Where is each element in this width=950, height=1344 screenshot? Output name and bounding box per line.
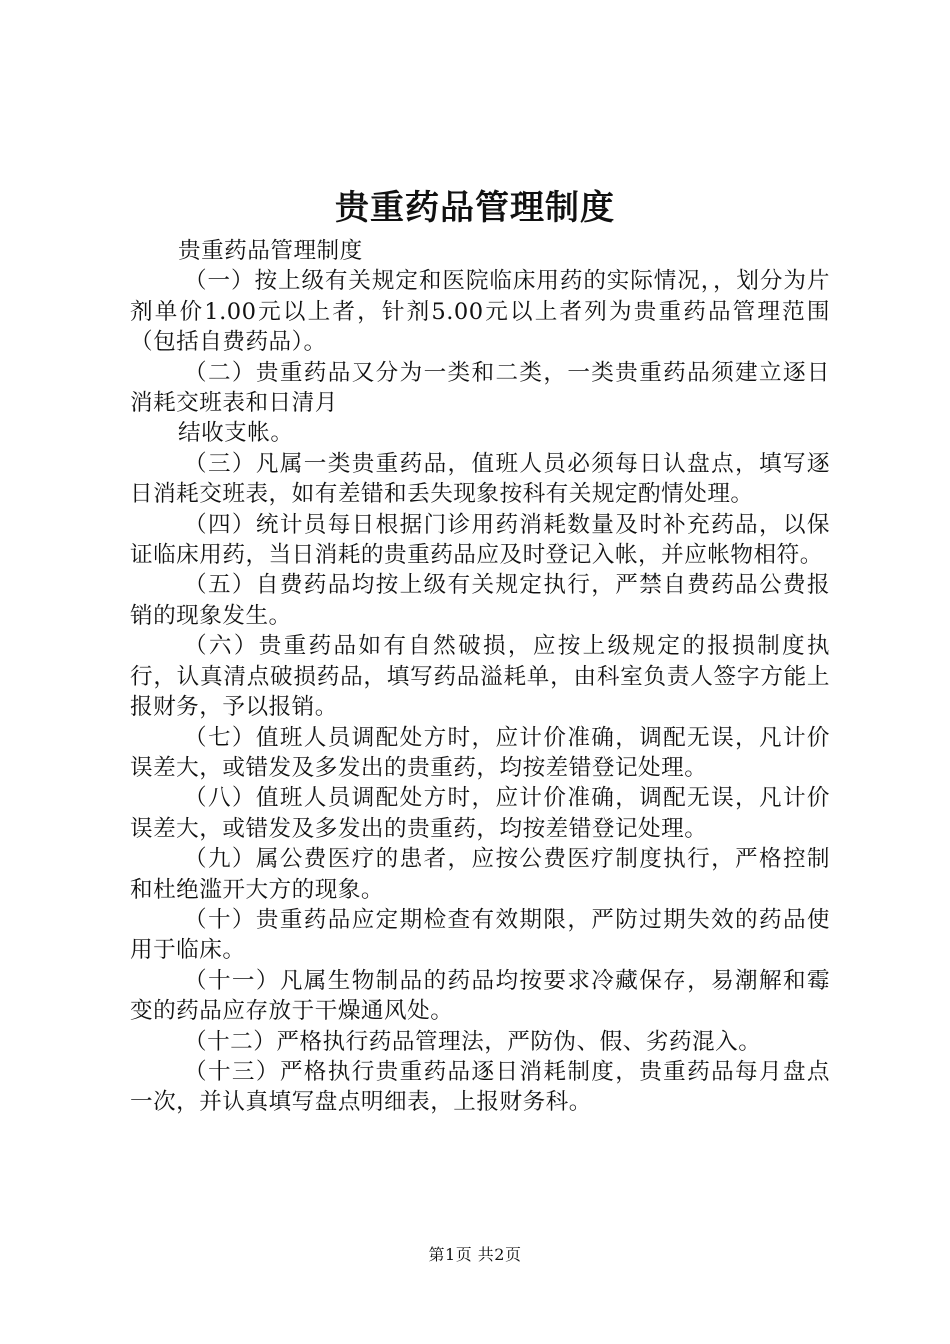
document-title: 贵重药品管理制度 — [335, 188, 615, 228]
paragraph-item-3: （三）凡属一类贵重药品，值班人员必须每日认盘点，填写逐日消耗交班表，如有差错和丢失现象按科有关规定酌情处理。 — [130, 450, 830, 508]
paragraph-item-12: （十二）严格执行药品管理法，严防伪、假、劣药混入。 — [184, 1028, 762, 1055]
paragraph-subtitle: 贵重药品管理制度 — [178, 238, 363, 264]
paragraph-item-7: （七）值班人员调配处方时，应计价准确，调配无误，凡计价误差大，或错发及多发出的贵重药，均按差错登记处理。 — [130, 724, 830, 781]
document-body — [130, 236, 830, 1118]
paragraph-item-4: （四）统计员每日根据门诊用药消耗数量及时补充药品，以保证临床用药，当日消耗的贵重药品应及时登记入帐，并应帐物相符。 — [130, 511, 830, 569]
paragraph-item-6: （六）贵重药品如有自然破损，应按上级规定的报损制度执行，认真清点破损药品，填写药品溢耗单，由科室负责人签字方能上报财务，予以报销。 — [130, 633, 830, 721]
paragraph-item-13: （十三）严格执行贵重药品逐日消耗制度，贵重药品每月盘点一次，并认真填写盘点明细表，上报财务科。 — [130, 1058, 830, 1116]
page-number-footer: 第1页 共2页 — [428, 1245, 522, 1264]
paragraph-item-1: （一）按上级有关规定和医院临床用药的实际情况，，划分为片剂单价1.00元以上者，针剂5.00元以上者列为贵重药品管理范围（包括自费药品）。 — [130, 268, 830, 356]
paragraph-item-2-continued: 结收支帐。 — [178, 420, 294, 447]
paragraph-item-11: （十一）凡属生物制品的药品均按要求冷藏保存，易潮解和霉变的药品应存放于干燥通风处。 — [130, 967, 830, 1025]
paragraph-item-8: （八）值班人员调配处方时，应计价准确，调配无误，凡计价误差大，或错发及多发出的贵重药，均按差错登记处理。 — [130, 785, 830, 842]
paragraph-item-10: （十）贵重药品应定期检查有效期限，严防过期失效的药品使用于临床。 — [130, 906, 830, 964]
paragraph-item-5: （五）自费药品均按上级有关规定执行，严禁自费药品公费报销的现象发生。 — [130, 572, 830, 629]
paragraph-item-9: （九）属公费医疗的患者，应按公费医疗制度执行，严格控制和杜绝滥开大方的现象。 — [130, 846, 830, 903]
paragraph-item-2: （二）贵重药品又分为一类和二类，一类贵重药品须建立逐日消耗交班表和日清月 — [130, 359, 830, 417]
